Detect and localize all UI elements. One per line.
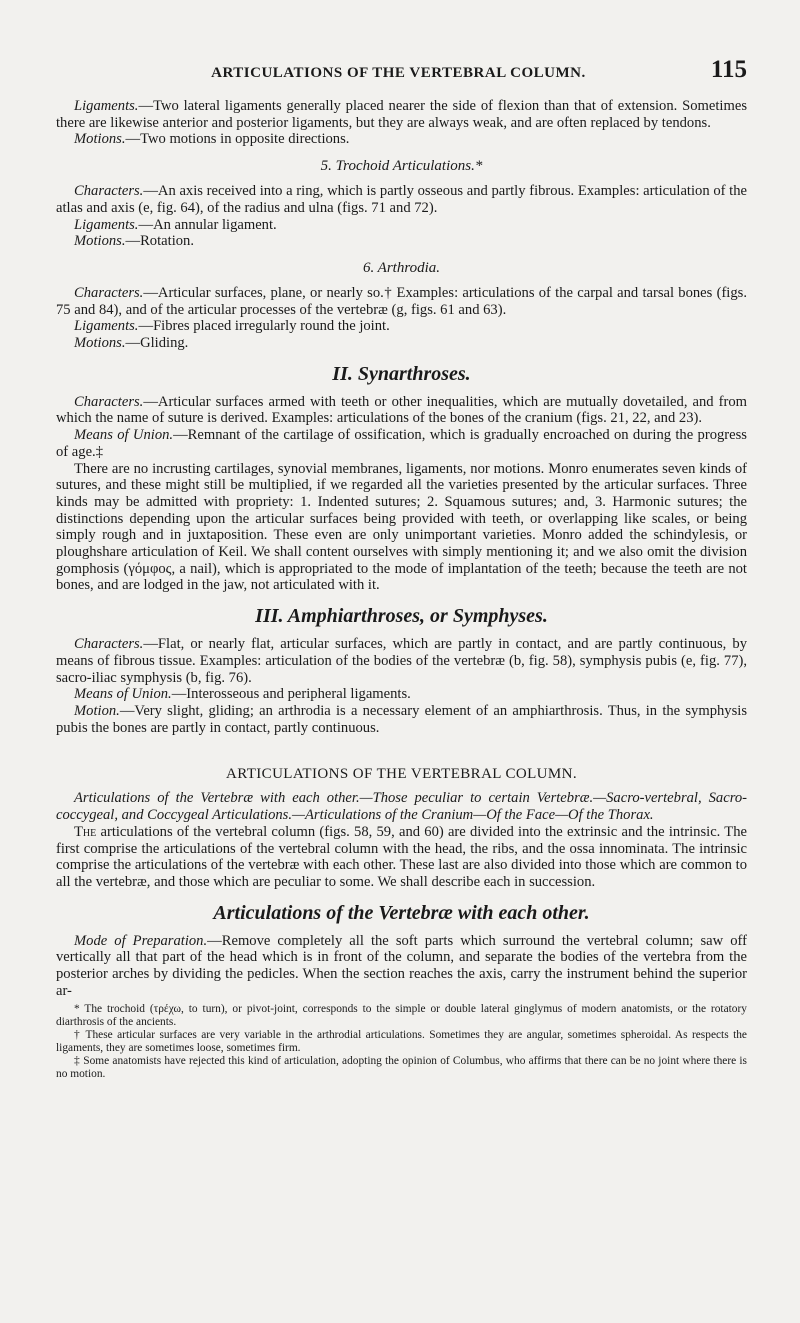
amphiarthroses-motion <box>56 703 747 736</box>
ligaments-text: —Two lateral ligaments generally placed nearer the side of flexion than that of extension. Sometimes there are likewise anterior and posterior ligaments, but they are always weak, and are often replaced by tendons. <box>56 98 747 131</box>
heading-amphiarthroses: III. Amphiarthroses, or Symphyses. <box>255 605 548 628</box>
ligaments-lead: Ligaments. <box>74 216 139 233</box>
motions-lead: Motions. <box>74 233 126 250</box>
trochoid-motions <box>56 233 747 250</box>
synarthroses-body: There are no incrusting cartilages, synovial membranes, ligaments, nor motions. Monro enumerates seven kinds of sutures, and these might still be multiplied, if we regarded all the varieties presented by the articular surfaces. Three kinds may be admitted with propriety: 1. Indented sutures; 2. Squamous sutures; and, 3. Harmonic sutures; the distinctions depending upon the articular surfaces being provided with teeth, or overlapping like scales, or being simply rough and in juxtaposition. These even are only unimportant varieties. Monro added the schindylesis, or ploughshare articulation of Keil. We shall content ourselves with simply mentioning it; and we also omit the division gomphosis (γόμφος, a nail), which is appropriated to the mode of implantation of the teeth; because the teeth are not bones, and are lodged in the jaw, not articulated with it. <box>56 460 747 594</box>
characters-text: —Articular surfaces armed with teeth or other inequalities, which are mutually dovetailed, and from which the name of suture is derived. Examples: articulations of the bones of the cranium (figs. 21, 22, and 23). <box>56 393 747 427</box>
arthrodia-characters <box>56 285 747 318</box>
motions-lead: Motions. <box>74 335 126 352</box>
motions-text: —Rotation. <box>125 233 194 250</box>
characters-text: —Articular surfaces, plane, or nearly so.† Examples: articulations of the carpal and tarsal bones (figs. 75 and 84), and of the articular processes of the vertebræ (g, figs. 61 and 63). <box>56 284 747 318</box>
motions-text: —Gliding. <box>125 335 189 352</box>
motions-lead: Motions. <box>74 131 126 148</box>
heading-arthrodia: 6. Arthrodia. <box>362 259 441 276</box>
heading-vertebral-column: ARTICULATIONS OF THE VERTEBRAL COLUMN. <box>225 766 578 783</box>
means-text: —Remnant of the cartilage of ossification, which is gradually encroached on during the progress of age.‡ <box>56 427 747 460</box>
means-lead: Means of Union. <box>74 427 174 444</box>
mode-lead: Mode of Preparation. <box>74 932 208 949</box>
ligaments-lead: Ligaments. <box>74 318 139 335</box>
characters-lead: Characters. <box>74 284 144 301</box>
heading-vertebrae-each-other: Articulations of the Vertebræ with each other. <box>213 901 590 924</box>
mode-text: —Remove completely all the soft parts which surround the vertebral column; saw off vertically all that part of the head which is in front of the column, and separate the bodies of the vertebra from the posterior arches by dividing the pedicles. When the section reaches the axis, carry the instrument behind the superior ar- <box>56 932 748 999</box>
trochoid-characters <box>56 183 747 216</box>
characters-lead: Characters. <box>74 636 144 653</box>
means-lead: Means of Union. <box>74 686 172 703</box>
ligaments-text: —Fibres placed irregularly round the joint. <box>138 318 390 335</box>
characters-text: —An axis received into a ring, which is partly osseous and partly fibrous. Examples: articulation of the atlas and axis (e, fig. 64), of the radius and ulna (figs. 71 and 72). <box>56 183 747 216</box>
arthrodia-ligaments <box>56 318 747 335</box>
footnotes <box>56 1003 747 1081</box>
trochoid-ligaments <box>56 217 747 234</box>
footnote-3: ‡ Some anatomists have rejected this kind of articulation, adopting the opinion of Columbus, who affirms that there can be no joint where there is no motion. <box>56 1055 747 1081</box>
intro-text: articulations of the vertebral column (figs. 58, 59, and 60) are divided into the extrinsic and the intrinsic. The first comprise the articulations of the vertebral column with the head, the ribs, and the ossa innominata. The intrinsic comprise the articulations of the vertebræ with each other. These last are also divided into those which are common to all the vertebræ, and those which are peculiar to some. We shall describe each in succession. <box>56 823 747 890</box>
running-head <box>56 56 747 84</box>
characters-lead: Characters. <box>74 183 144 200</box>
characters-text: —Flat, or nearly flat, articular surfaces, which are partly in contact, and are partly continuous, by means of fibrous tissue. Examples: articulation of the bodies of the vertebræ (b, fig. 58), symphysis pubis (e, fig. 77), sacro-iliac symphysis (b, fig. 76). <box>56 636 747 686</box>
synarthroses-means <box>56 427 747 460</box>
motion-lead: Motion. <box>74 702 120 719</box>
heading-trochoid: 5. Trochoid Articulations.* <box>320 158 483 175</box>
footnote-1: * The trochoid (τρέχω, to turn), or pivot-joint, corresponds to the simple or double lateral ginglymus of modern anatomists, or the rotatory diarthrosis of the ancients. <box>56 1003 747 1029</box>
running-title: ARTICULATIONS OF THE VERTEBRAL COLUMN. <box>211 65 586 81</box>
intro-first-word: The <box>74 823 97 840</box>
mode-of-preparation <box>56 933 747 1000</box>
ligaments-paragraph <box>56 98 747 131</box>
ligaments-text: —An annular ligament. <box>138 216 277 233</box>
synarthroses-characters <box>56 394 747 427</box>
amphiarthroses-characters <box>56 636 747 686</box>
motion-text: —Very slight, gliding; an arthrodia is a necessary element of an amphiarthrosis. Thus, in the symphysis pubis the bones are partly in contact, partly continuous. <box>56 702 747 736</box>
amphiarthroses-means <box>56 686 747 703</box>
page-number: 115 <box>710 56 747 83</box>
chapter-synopsis: Articulations of the Vertebræ with each other.—Those peculiar to certain Vertebræ.—Sacro-vertebral, Sacro-coccygeal, and Coccygeal Articulations.—Articulations of the Cranium—Of the Face—Of the Thorax. <box>56 790 747 824</box>
means-text: —Interosseous and peripheral ligaments. <box>171 686 411 703</box>
arthrodia-motions <box>56 335 747 352</box>
intro-paragraph <box>56 824 747 891</box>
heading-synarthroses: II. Synarthroses. <box>332 362 471 385</box>
motions-paragraph <box>56 131 747 148</box>
motions-text: —Two motions in opposite directions. <box>125 131 350 148</box>
characters-lead: Characters. <box>74 393 144 410</box>
footnote-2: † These articular surfaces are very variable in the arthrodial articulations. Sometimes they are angular, sometimes spheroidal. As respects the ligaments, they are sometimes loose, sometimes firm. <box>56 1029 747 1055</box>
ligaments-lead: Ligaments. <box>74 98 139 114</box>
